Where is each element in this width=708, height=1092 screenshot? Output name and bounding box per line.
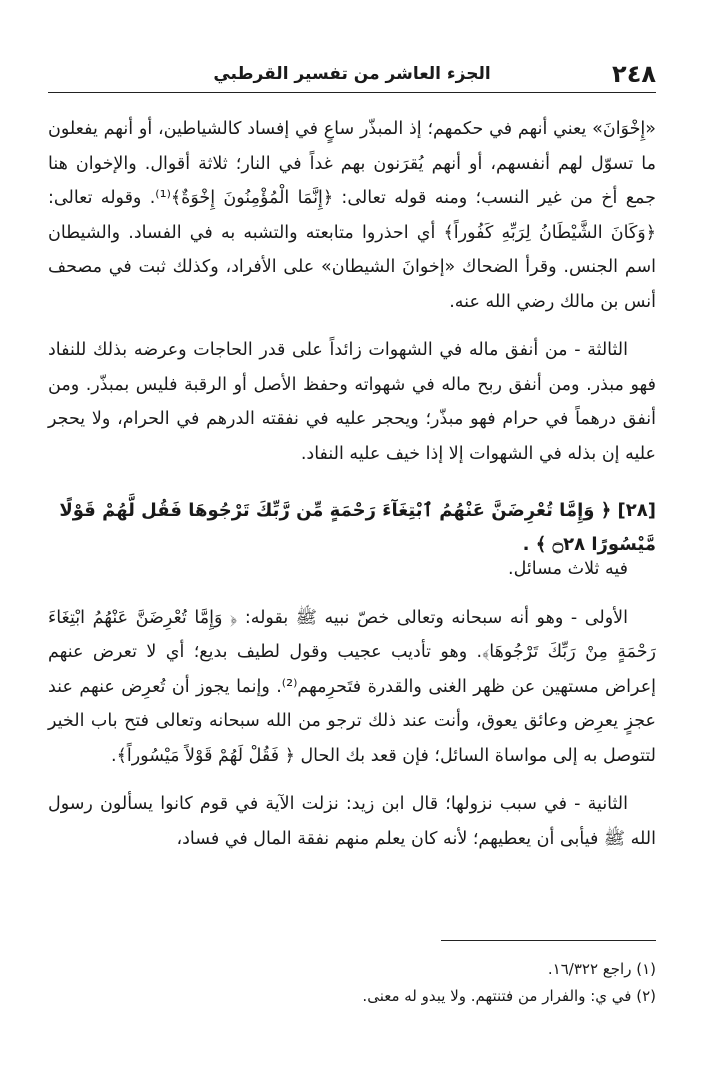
page-header bbox=[48, 58, 656, 93]
paragraph-third-issue: الثالثة - من أنفق ماله في الشهوات زائداً على قدر الحاجات وعرضه بذلك للنفاد فهو مبذر. ومن أنفق ربح ماله في شهواته وحفظ الأصل أو الرقبة فليس بمبذّر. ومن أنفق درهماً في حرام فهو مبذّر؛ ويحجر عليه في نفقته الدرهم في الحرام، ولا يحجر عليه إن بذله في الشهوات إلا إذا خيف عليه النفاد. bbox=[48, 340, 656, 464]
verse-text: ﴿ وَإِمَّا تُعْرِضَنَّ عَنْهُمُ ٱبْتِغَآءَ رَحْمَةٍ مِّن رَّبِّكَ تَرْجُوهَا فَقُل لَّهُمْ قَوْلًا مَّيْسُورًا ۝٢٨ ﴾ . bbox=[59, 500, 656, 555]
page-number: ٢٤٨ bbox=[612, 60, 656, 88]
footnote-2: (٢) في ي: والفرار من فتنتهم. ولا يبدو له معنى. bbox=[362, 987, 656, 1005]
paragraph-ikhwan: «إِخْوَانَ» يعني أنهم في حكمهم؛ إذ المبذّر ساعٍ في إفساد كالشياطين، أو أنهم يفعلون ما تسوّل لهم أنفسهم، أو أنهم يُقرَنون بهم غداً في النار؛ ثلاثة أقوال. والإخوان هنا جمع أخ من غير النسب؛ ومنه قوله تعالى: ﴿إِنَّمَا الْمُؤْمِنُونَ إِخْوَةٌ﴾⁽¹⁾. وقوله تعالى: ﴿وَكَانَ الشَّيْطَانُ لِرَبِّهِ كَفُوراً﴾ أي احذروا متابعته والتشبه به في الفساد. والشيطان اسم الجنس. وقرأ الضحاك «إخوانَ الشيطان» على الأفراد، وكذلك ثبت في مصحف أنس بن مالك رضي الله عنه. bbox=[48, 119, 656, 312]
footnote-1: (١) راجع ١٦/٣٢٢. bbox=[547, 960, 656, 978]
main-text bbox=[48, 112, 656, 485]
footnote-divider bbox=[441, 940, 656, 941]
paragraph-three-issues: فيه ثلاث مسائل. bbox=[508, 559, 628, 579]
verse-number: [٢٨] bbox=[617, 500, 656, 521]
main-text-continued bbox=[48, 552, 656, 870]
paragraph-first-issue: الأولى - وهو أنه سبحانه وتعالى خصّ نبيه ﷺ بقوله: ﴿ وَإِمَّا تُعْرِضَنَّ عَنْهُمُ ابْتِغَاءَ رَحْمَةٍ مِنْ رَبِّكَ تَرْجُوهَا﴾. وهو تأديب عجيب وقول لطيف بديع؛ أي لا تعرض عنهم إعراض مستهين عن ظهر الغنى والقدرة فتَحرِمهم⁽²⁾. وإنما يجوز أن تُعرِض عنهم عند عجزٍ يعرِض وعائق يعوق، وأنت عند ذلك ترجو من الله سبحانه وتعالى فتح باب الخير لتتوصل به إلى مواساة السائل؛ فإن قعد بك الحال ﴿ فَقُلْ لَهُمْ قَوْلاً مَيْسُوراً﴾. bbox=[48, 607, 657, 766]
paragraph-second-issue: الثانية - في سبب نزولها؛ قال ابن زيد: نزلت الآية في قوم كانوا يسألون رسول الله ﷺ فيأبى أن يعطيهم؛ لأنه كان يعلم منهم نفقة المال في فساد، bbox=[48, 794, 656, 849]
running-title: الجزء العاشر من تفسير القرطبي bbox=[213, 64, 491, 84]
footnotes bbox=[200, 956, 656, 1010]
